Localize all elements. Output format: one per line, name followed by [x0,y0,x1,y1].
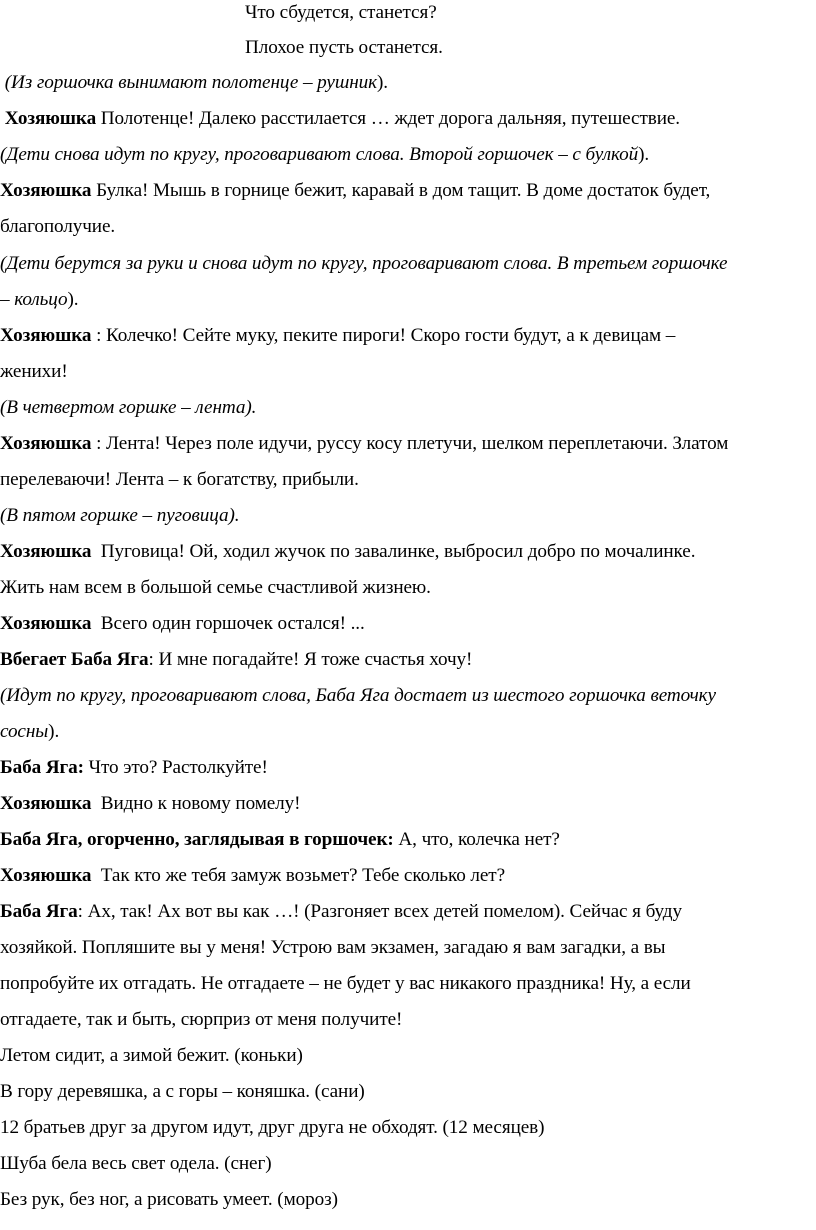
dialogue-text: : Колечко! Сейте муку, пеките пироги! Скоро гости будут, а к девицам – [91,325,676,346]
paren-close: ). [638,144,650,165]
riddle-line [0,1117,812,1139]
dialogue-line-continued [0,577,812,599]
paren-open: ( [0,253,7,274]
paren-open: ( [0,144,7,165]
paren-close: ). [377,72,388,93]
dialogue-line [0,541,812,563]
dialogue-text: Так кто же тебя замуж возьмет? Тебе сколько лет? [91,865,505,886]
dialogue-text: Всего один горшочек остался! ... [91,613,365,634]
riddle-text: В гору деревяшка, а с горы – коняшка. (сани) [0,1081,365,1102]
dialogue-text: А, что, колечка нет? [393,829,560,850]
speaker-name: Хозяюшка [0,433,92,454]
stage-direction [0,72,812,94]
riddle-line [0,1189,812,1211]
stage-direction-text: Дети берутся за руки и снова идут по кругу, проговаривают слова. В третьем горшочке [6,253,728,274]
dialogue-text: : Лента! Через поле идучи, руссу косу плетучи, шелком переплетаючи. Златом [91,433,729,454]
dialogue-text: Что это? Растолкуйте! [83,757,268,778]
dialogue-text: Видно к новому помелу! [91,793,301,814]
dialogue-line-continued [0,361,812,383]
verse-line [245,37,816,59]
dialogue-text: благополучие. [0,216,116,237]
verse-text: Плохое пусть останется. [245,37,443,58]
dialogue-line [0,180,812,202]
speaker-name: Хозяюшка [0,541,92,562]
riddle-text: 12 братьев друг за другом идут, друг друга не обходят. (12 месяцев) [0,1117,545,1138]
stage-direction [0,505,812,527]
dialogue-text: Жить нам всем в большой семье счастливой жизнею. [0,577,431,598]
dialogue-line [0,649,812,671]
dialogue-text: Булка! Мышь в горнице бежит, каравай в дом тащит. В доме достаток будет, [91,180,711,201]
stage-direction-text: Идут по кругу, проговаривают слова, Баба Яга достает из шестого горшочка веточку [6,685,716,706]
riddle-line [0,1153,812,1175]
riddle-text: Летом сидит, а зимой бежит. (коньки) [0,1045,303,1066]
dialogue-text: : Ах, так! Ах вот вы как …! (Разгоняет всех детей помелом). Сейчас я буду [77,901,682,922]
speaker-name: Хозяюшка [0,108,97,129]
speaker-name: Баба Яга [0,901,78,922]
stage-direction-text: (В четвертом горшке – лента). [0,397,257,418]
stage-direction [0,397,812,419]
stage-direction [0,144,812,166]
paren-close: ). [48,721,60,742]
riddle-text: Без рук, без ног, а рисовать умеет. (мороз) [0,1189,338,1210]
speaker-name: Баба Яга, огорченно, заглядывая в горшочек: [0,829,394,850]
dialogue-line-continued [0,1009,812,1031]
dialogue-line [0,901,812,923]
speaker-name: Хозяюшка [0,793,92,814]
riddle-text: Шуба бела весь свет одела. (снег) [0,1153,272,1174]
stage-direction-continued [0,289,812,311]
dialogue-text: женихи! [0,361,68,382]
dialogue-text: отгадаете, так и быть, сюрприз от меня получите! [0,1009,403,1030]
riddle-line [0,1045,812,1067]
speaker-name: Хозяюшка [0,865,92,886]
stage-direction-text: Из горшочка вынимают полотенце – рушник [11,72,377,93]
dialogue-line [0,793,812,815]
dialogue-line [0,433,812,455]
stage-direction-text: (В пятом горшке – пуговица). [0,505,240,526]
dialogue-text: Пуговица! Ой, ходил жучок по завалинке, выбросил добро по мочалинке. [91,541,696,562]
stage-direction-text: – кольцо [0,289,68,310]
speaker-name: Вбегает Баба Яга [0,649,149,670]
paren-open: ( [0,72,11,93]
dialogue-line-continued [0,216,812,238]
dialogue-line [0,613,812,635]
dialogue-text: : И мне погадайте! Я тоже счастья хочу! [148,649,473,670]
dialogue-line [0,757,812,779]
dialogue-line [0,325,812,347]
stage-direction-text: сосны [0,721,49,742]
dialogue-line-continued [0,973,812,995]
dialogue-line [0,108,812,130]
dialogue-line-continued [0,937,812,959]
dialogue-text: Полотенце! Далеко расстилается … ждет дорога дальняя, путешествие. [96,108,680,129]
paren-close: ). [67,289,79,310]
speaker-name: Хозяюшка [0,180,92,201]
dialogue-line [0,829,812,851]
speaker-name: Хозяюшка [0,613,92,634]
stage-direction [0,685,812,707]
dialogue-text: перелеваючи! Лента – к богатству, прибыли. [0,469,359,490]
verse-text: Что сбудется, станется? [245,2,437,23]
dialogue-text: хозяйкой. Попляшите вы у меня! Устрою вам экзамен, загадаю я вам загадки, а вы [0,937,666,958]
paren-open: ( [0,685,7,706]
stage-direction [0,253,812,275]
stage-direction-continued [0,721,812,743]
speaker-name: Хозяюшка [0,325,92,346]
riddle-line [0,1081,812,1103]
speaker-name: Баба Яга: [0,757,84,778]
dialogue-text: попробуйте их отгадать. Не отгадаете – не будет у вас никакого праздника! Ну, а если [0,973,691,994]
dialogue-line-continued [0,469,812,491]
verse-line [245,2,816,24]
stage-direction-text: Дети снова идут по кругу, проговаривают слова. Второй горшочек – с булкой [6,144,639,165]
dialogue-line [0,865,812,887]
